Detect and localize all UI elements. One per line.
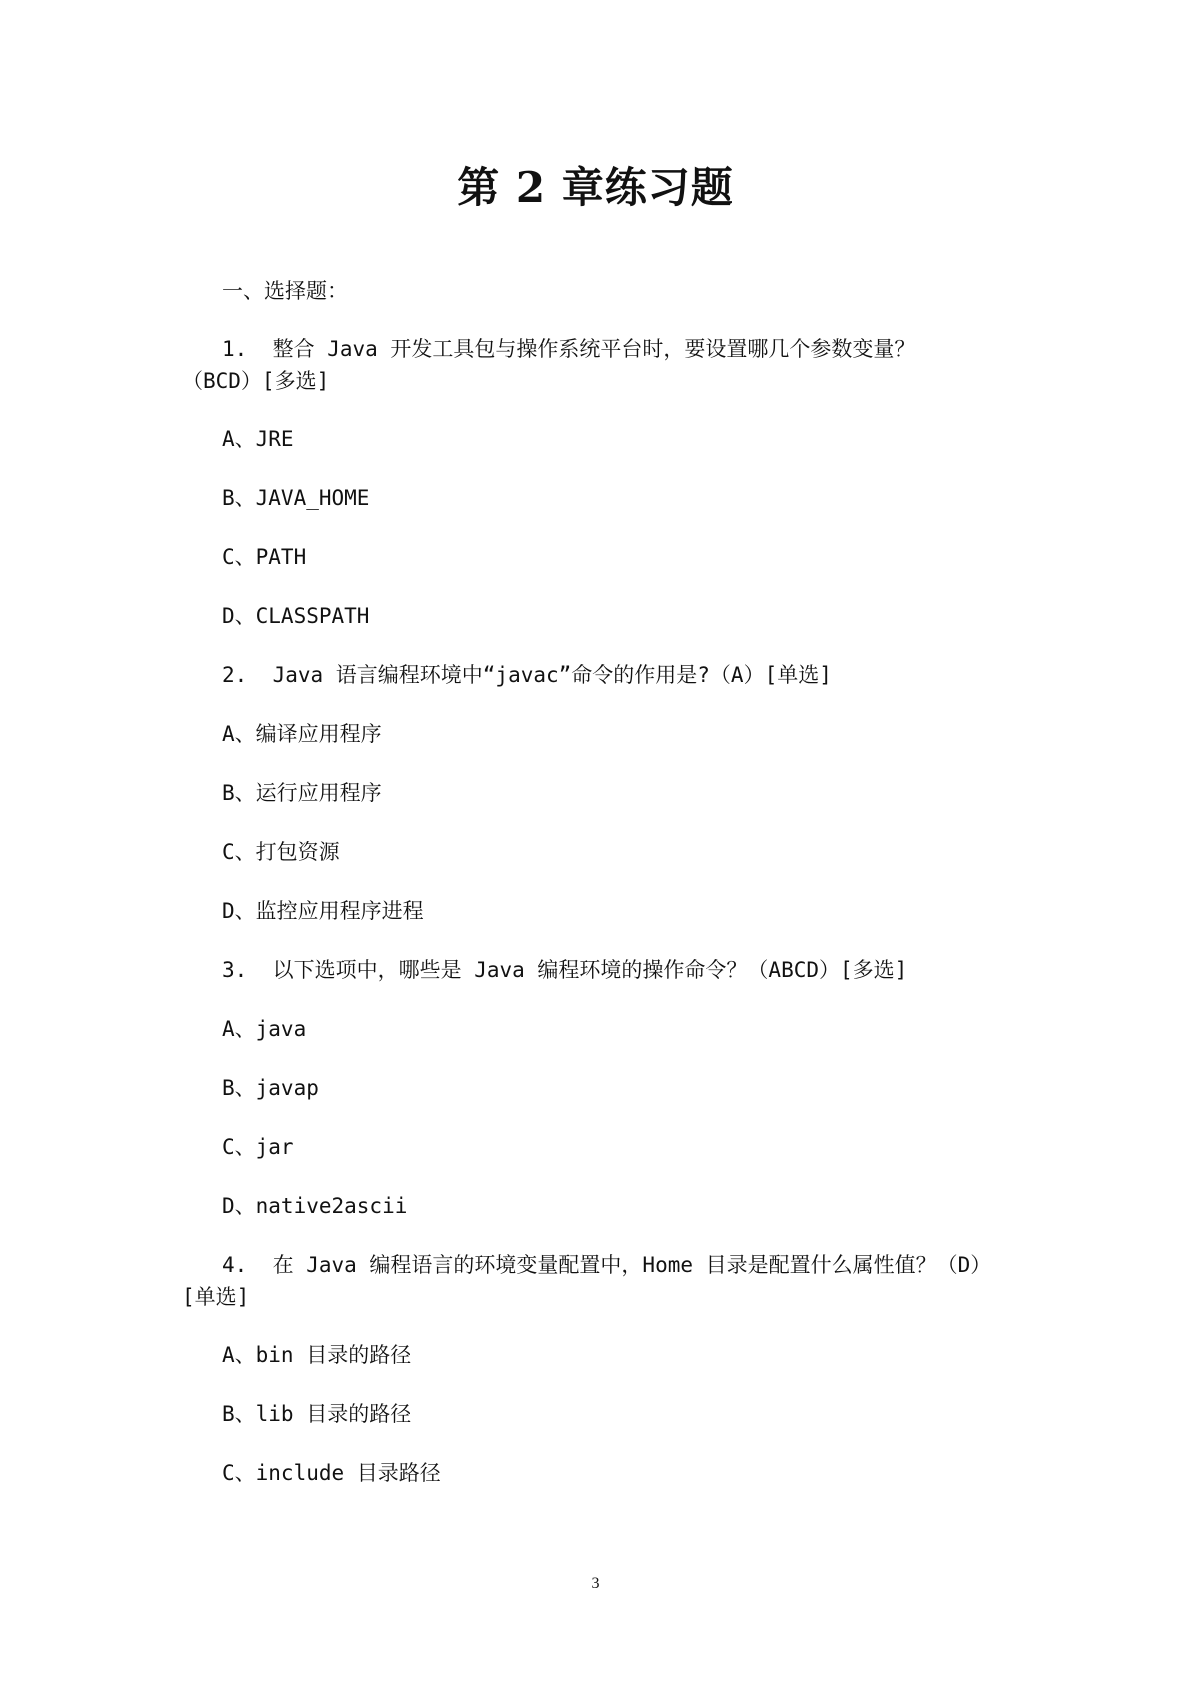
question-2-option-c: C、打包资源 — [222, 840, 340, 864]
question-2-option-d: D、监控应用程序进程 — [222, 899, 424, 923]
page-number: 3 — [591, 1575, 600, 1592]
question-1-option-d: D、CLASSPATH — [222, 604, 370, 628]
question-3-option-b: B、javap — [222, 1076, 319, 1100]
question-3-option-a: A、java — [222, 1017, 307, 1041]
question-3-text: 3. 以下选项中，哪些是 Java 编程环境的操作命令？（ABCD）[多选] — [222, 958, 908, 982]
question-2-option-b: B、运行应用程序 — [222, 781, 382, 805]
question-1-option-b: B、JAVA_HOME — [222, 486, 370, 510]
section-heading: 一、选择题： — [222, 279, 348, 303]
question-3-option-d: D、native2ascii — [222, 1194, 408, 1218]
question-1-option-c: C、PATH — [222, 545, 307, 569]
question-1-text: 1. 整合 Java 开发工具包与操作系统平台时，要设置哪几个参数变量？ — [222, 337, 916, 361]
question-4-answer: [单选] — [182, 1285, 250, 1309]
question-4-option-b: B、lib 目录的路径 — [222, 1402, 412, 1426]
question-2-option-a: A、编译应用程序 — [222, 722, 382, 746]
question-3-option-c: C、jar — [222, 1135, 294, 1159]
question-4-option-a: A、bin 目录的路径 — [222, 1343, 412, 1367]
question-4-option-c: C、include 目录路径 — [222, 1461, 441, 1485]
question-2-text: 2. Java 语言编程环境中“javac”命令的作用是?（A）[单选] — [222, 663, 832, 687]
question-4-text: 4. 在 Java 编程语言的环境变量配置中，Home 目录是配置什么属性值？（D） — [222, 1253, 992, 1277]
question-1-option-a: A、JRE — [222, 427, 294, 451]
question-1-answer: （BCD）[多选] — [182, 369, 330, 393]
page-title: 第 2 章练习题 — [457, 163, 734, 212]
